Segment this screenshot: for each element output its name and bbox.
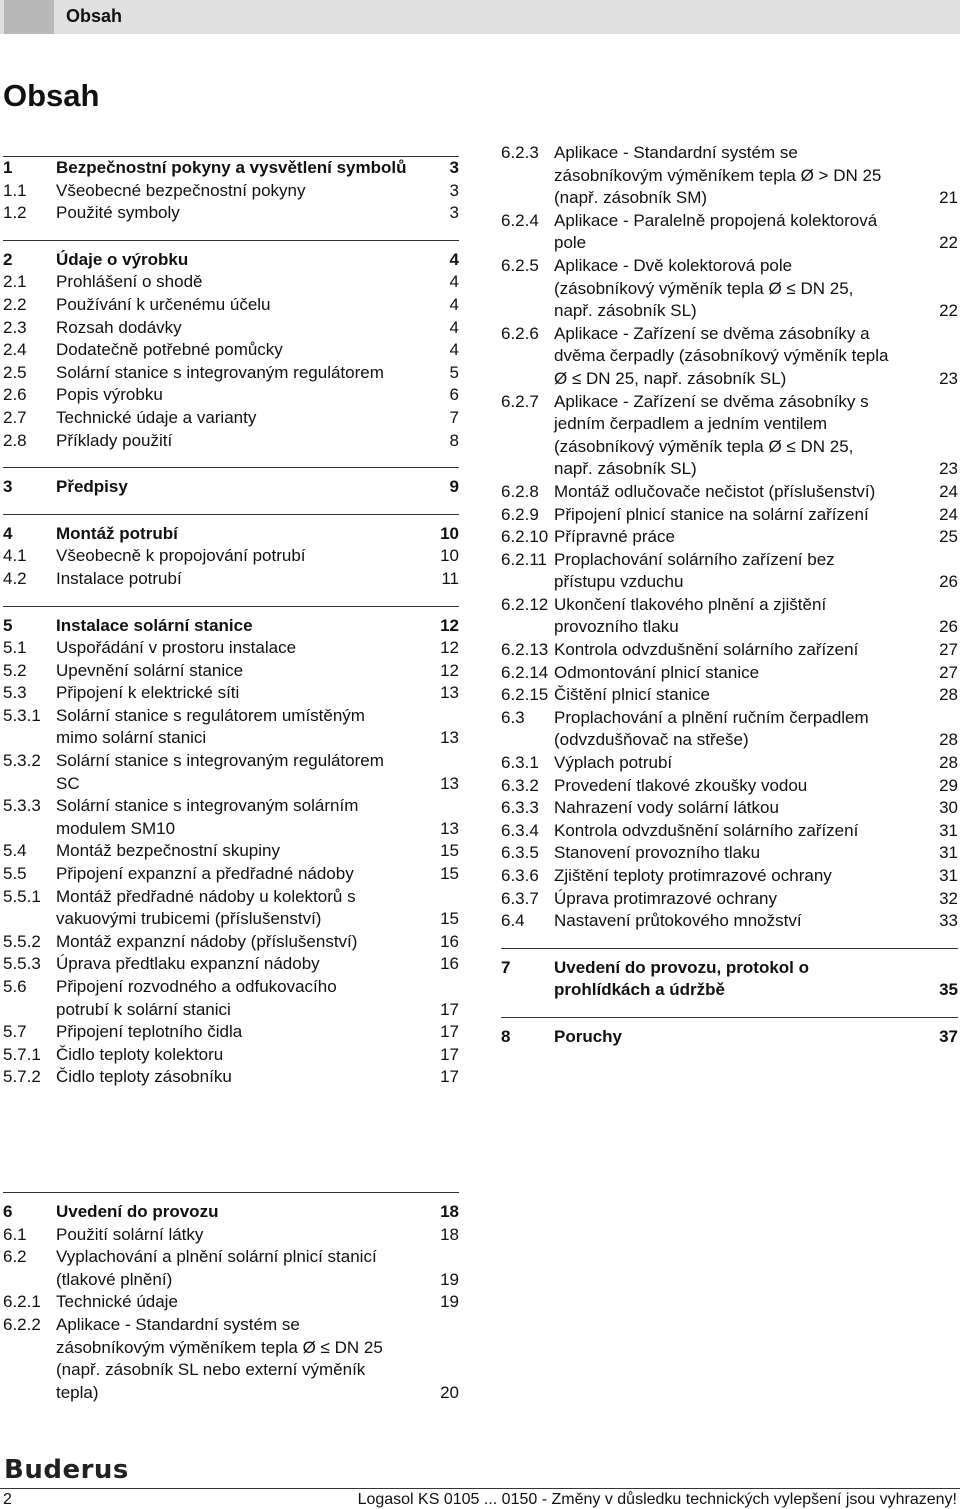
toc-entry-title: Používání k určenému účelu xyxy=(56,294,271,314)
toc-entry-number: 6.2.2 xyxy=(3,1314,41,1334)
toc-entry-title: Stanovení provozního tlaku xyxy=(554,843,761,863)
toc-entry[interactable] xyxy=(3,240,459,272)
toc-entry-title: Nahrazení vody solární látkou xyxy=(554,798,779,818)
toc-entry-page: 10 xyxy=(440,546,459,566)
toc-entry-title: Připojení rozvodného a odfukovacího potrubí k solární stanici xyxy=(56,977,337,1019)
toc-entry-page: 17 xyxy=(440,1067,459,1087)
header-color-block xyxy=(4,0,54,34)
toc-entry-page: 28 xyxy=(939,685,958,705)
toc-entry[interactable] xyxy=(3,545,459,568)
toc-entry-page: 19 xyxy=(440,1292,459,1312)
toc-entry-page: 28 xyxy=(939,753,958,773)
toc-entry[interactable] xyxy=(501,639,958,662)
toc-entry[interactable] xyxy=(501,391,958,481)
toc-entry-page: 3 xyxy=(449,158,459,177)
toc-entry[interactable] xyxy=(501,1017,958,1049)
toc-entry[interactable] xyxy=(3,1021,459,1044)
toc-entry[interactable] xyxy=(501,481,958,504)
toc-entry[interactable] xyxy=(501,707,958,752)
toc-entry-page: 23 xyxy=(939,459,958,479)
toc-entry-title: Připojení teplotního čidla xyxy=(56,1022,243,1042)
toc-entry-page: 32 xyxy=(939,888,958,908)
toc-entry-title: Montáž předřadné nádoby u kolektorů s vakuovými trubicemi (příslušenství) xyxy=(56,886,356,929)
toc-entry-number: 5.3.3 xyxy=(3,796,41,816)
toc-entry-title: Čidlo teploty zásobníku xyxy=(56,1067,232,1087)
toc-entry-title: Solární stanice s integrovaným regulátorem SC xyxy=(56,751,384,793)
toc-entry[interactable] xyxy=(3,430,459,453)
toc-entry-page: 4 xyxy=(449,340,459,360)
toc-entry-number: 4.1 xyxy=(3,546,27,566)
toc-entry-page: 9 xyxy=(449,477,459,497)
toc-entry[interactable] xyxy=(3,886,459,931)
toc-entry-title: Instalace solární stanice xyxy=(56,615,253,635)
toc-entry-page: 22 xyxy=(939,233,958,253)
toc-entry[interactable] xyxy=(501,504,958,527)
toc-entry-number: 5.1 xyxy=(3,638,27,658)
toc-entry-title: Solární stanice s integrovaným regulátorem xyxy=(56,362,384,382)
toc-entry-page: 17 xyxy=(440,1022,459,1042)
toc-entry-title: Aplikace - Dvě kolektorová pole (zásobníkový výměník tepla Ø ≤ DN 25, např. zásobník SL) xyxy=(554,255,854,321)
toc-entry[interactable] xyxy=(3,1314,459,1404)
toc-entry[interactable] xyxy=(501,797,958,820)
toc-entry-page: 21 xyxy=(939,188,958,208)
toc-entry-title: Solární stanice s integrovaným solárním modulem SM10 xyxy=(56,796,359,838)
toc-entry-title: Montáž odlučovače nečistot (příslušenství) xyxy=(554,481,876,501)
toc-entry-page: 19 xyxy=(440,1269,459,1289)
toc-entry-title: Zjištění teploty protimrazové ochrany xyxy=(554,866,832,885)
toc-entry-page: 30 xyxy=(939,798,958,818)
toc-entry-page: 3 xyxy=(449,180,459,200)
toc-entry-title: Uspořádání v prostoru instalace xyxy=(56,638,297,658)
toc-entry-number: 6 xyxy=(3,1202,13,1221)
toc-entry[interactable] xyxy=(3,1224,459,1247)
toc-entry-number: 6.2.11 xyxy=(501,549,548,569)
toc-right-column xyxy=(501,142,958,1049)
toc-entry-page: 11 xyxy=(441,568,459,588)
toc-entry-number: 6.3.2 xyxy=(501,775,539,795)
toc-entry[interactable] xyxy=(3,705,459,750)
toc-entry-page: 16 xyxy=(440,954,459,974)
toc-entry-number: 2.5 xyxy=(3,362,27,382)
toc-entry-number: 6.3.5 xyxy=(501,843,539,863)
toc-entry[interactable] xyxy=(501,526,958,549)
toc-entry-page: 13 xyxy=(440,818,459,838)
toc-entry[interactable] xyxy=(501,549,958,594)
toc-entry[interactable] xyxy=(501,323,958,391)
toc-entry-page: 4 xyxy=(449,317,459,337)
toc-entry-number: 6.2.6 xyxy=(501,323,539,343)
toc-entry-number: 5.5.2 xyxy=(3,931,41,951)
toc-entry[interactable] xyxy=(3,953,459,976)
toc-entry[interactable] xyxy=(501,910,958,933)
toc-entry[interactable] xyxy=(3,1192,459,1224)
toc-entry-number: 6.2.13 xyxy=(501,640,549,660)
toc-entry[interactable] xyxy=(3,362,459,385)
toc-entry-title: Montáž potrubí xyxy=(56,523,178,543)
toc-entry-number: 2 xyxy=(3,249,13,269)
toc-entry-number: 6.2.9 xyxy=(501,504,539,524)
toc-entry-number: 2.4 xyxy=(3,340,27,360)
toc-entry[interactable] xyxy=(3,1044,459,1067)
toc-entry-title: Provedení tlakové zkoušky vodou xyxy=(554,775,808,795)
toc-entry-number: 6.2.15 xyxy=(501,685,549,705)
toc-bottom-column xyxy=(3,1192,459,1404)
toc-entry-number: 2.6 xyxy=(3,385,27,405)
toc-entry-title: Aplikace - Paralelně propojená kolektorová pole xyxy=(554,210,878,253)
toc-entry-title: Použité symboly xyxy=(56,203,180,223)
toc-entry-title: Údaje o výrobku xyxy=(56,249,189,269)
toc-entry-number: 5.2 xyxy=(3,660,27,680)
toc-entry[interactable] xyxy=(3,637,459,660)
toc-entry-title: Předpisy xyxy=(56,477,128,497)
toc-entry[interactable] xyxy=(3,202,459,225)
toc-entry[interactable] xyxy=(3,682,459,705)
toc-entry-title: Ukončení tlakového plnění a zjištění provozního tlaku xyxy=(554,594,827,637)
toc-entry-title: Příklady použití xyxy=(56,430,173,450)
toc-entry-title: Čidlo teploty kolektoru xyxy=(56,1044,224,1064)
toc-entry-number: 5.5.3 xyxy=(3,954,41,974)
toc-entry-title: Technické údaje xyxy=(56,1292,178,1312)
page-title: Obsah xyxy=(3,78,100,113)
toc-entry-page: 15 xyxy=(440,864,459,884)
toc-entry-number: 2.1 xyxy=(3,272,27,292)
toc-entry-title: Připojení k elektrické síti xyxy=(56,683,240,703)
footer-divider xyxy=(0,1488,960,1489)
toc-entry-page: 12 xyxy=(440,615,459,635)
toc-entry[interactable] xyxy=(3,568,459,591)
toc-entry-page: 27 xyxy=(939,640,958,660)
toc-entry-page: 10 xyxy=(440,523,459,543)
toc-entry-page: 15 xyxy=(440,909,459,929)
toc-entry-title: Připojení plnicí stanice na solární zařízení xyxy=(554,504,869,524)
toc-entry-number: 5.7.2 xyxy=(3,1067,41,1087)
toc-entry[interactable] xyxy=(3,1291,459,1314)
toc-entry-number: 6.3.3 xyxy=(501,798,539,818)
toc-entry-number: 3 xyxy=(3,477,13,497)
toc-left-column xyxy=(3,156,459,1089)
toc-entry-page: 4 xyxy=(449,272,459,292)
toc-entry-number: 6.4 xyxy=(501,911,525,931)
toc-entry-page: 20 xyxy=(440,1382,459,1402)
toc-entry-number: 5 xyxy=(3,615,13,635)
toc-entry-page: 8 xyxy=(449,430,459,450)
toc-entry-number: 4.2 xyxy=(3,568,27,588)
toc-entry-page: 26 xyxy=(939,572,958,592)
toc-entry-number: 7 xyxy=(501,957,511,977)
toc-entry-number: 5.6 xyxy=(3,977,27,996)
toc-entry-title: Proplachování a plnění ručním čerpadlem (odvzdušňovač na střeše) xyxy=(554,707,869,750)
toc-entry[interactable] xyxy=(3,407,459,430)
toc-entry-title: Výplach potrubí xyxy=(554,753,673,773)
toc-entry-title: Upevnění solární stanice xyxy=(56,660,244,680)
toc-entry-number: 1.1 xyxy=(3,180,27,200)
toc-entry-title: Připojení expanzní a předřadné nádoby xyxy=(56,864,354,884)
toc-entry-title: Uvedení do provozu, protokol o prohlídkách a údržbě xyxy=(554,957,809,1000)
toc-entry-title: Přípravné práce xyxy=(554,527,675,547)
toc-entry[interactable] xyxy=(3,271,459,294)
toc-entry-page: 15 xyxy=(440,841,459,861)
toc-entry-number: 6.2.7 xyxy=(501,391,539,411)
toc-entry[interactable] xyxy=(3,840,459,863)
toc-entry-page: 23 xyxy=(939,368,958,388)
toc-entry-number: 6.3.1 xyxy=(501,753,539,773)
toc-entry-number: 6.2.12 xyxy=(501,594,549,614)
toc-entry-number: 5.5.1 xyxy=(3,886,41,906)
toc-entry-page: 13 xyxy=(440,683,459,703)
toc-entry[interactable] xyxy=(3,1246,459,1291)
toc-entry-page: 7 xyxy=(449,407,459,427)
toc-entry-page: 33 xyxy=(939,911,958,931)
toc-entry[interactable] xyxy=(3,606,459,638)
toc-entry-title: Všeobecné bezpečnostní pokyny xyxy=(56,180,306,200)
toc-entry-title: Aplikace - Zařízení se dvěma zásobníky s jedním čerpadlem a jedním ventilem (zásobníkový výměník tepla Ø ≤ DN 25, např. zásobník SL) xyxy=(554,391,869,479)
toc-entry-title: Rozsah dodávky xyxy=(56,317,182,337)
toc-entry-title: Vyplachování a plnění solární plnicí stanicí (tlakové plnění) xyxy=(56,1247,377,1289)
header-bar xyxy=(0,0,960,34)
toc-entry[interactable] xyxy=(3,180,459,203)
toc-entry-title: Uvedení do provozu xyxy=(56,1202,219,1221)
toc-entry[interactable] xyxy=(501,842,958,865)
toc-entry-number: 6.1 xyxy=(3,1224,27,1244)
toc-entry-page: 18 xyxy=(440,1224,459,1244)
toc-entry-number: 6.2.8 xyxy=(501,481,539,501)
toc-entry-number: 6.2.10 xyxy=(501,527,549,547)
toc-entry-page: 24 xyxy=(939,481,958,501)
toc-entry[interactable] xyxy=(3,795,459,840)
toc-entry[interactable] xyxy=(501,948,958,1002)
toc-entry-title: Montáž bezpečnostní skupiny xyxy=(56,841,280,861)
toc-entry-title: Technické údaje a varianty xyxy=(56,407,257,427)
toc-entry[interactable] xyxy=(3,660,459,683)
toc-entry-page: 24 xyxy=(939,504,958,524)
toc-entry-number: 5.7.1 xyxy=(3,1044,41,1064)
toc-entry-title: Kontrola odvzdušnění solárního zařízení xyxy=(554,820,859,840)
toc-entry[interactable] xyxy=(3,514,459,546)
toc-entry-page: 6 xyxy=(449,385,459,405)
toc-entry-page: 18 xyxy=(440,1202,459,1221)
toc-entry-number: 2.8 xyxy=(3,430,27,450)
toc-entry-title: Čištění plnicí stanice xyxy=(554,685,710,705)
toc-entry-number: 6.2.5 xyxy=(501,255,539,275)
toc-entry-title: Odmontování plnicí stanice xyxy=(554,662,760,682)
toc-entry-title: Bezpečnostní pokyny a vysvětlení symbolů xyxy=(56,158,407,177)
toc-entry-page: 29 xyxy=(939,775,958,795)
toc-entry[interactable] xyxy=(501,210,958,255)
toc-entry-page: 4 xyxy=(449,249,459,269)
toc-entry-page: 26 xyxy=(939,617,958,637)
toc-entry-number: 5.4 xyxy=(3,841,27,861)
toc-entry-number: 5.7 xyxy=(3,1022,27,1042)
toc-entry[interactable] xyxy=(3,339,459,362)
toc-entry-title: Všeobecně k propojování potrubí xyxy=(56,546,306,566)
toc-entry-page: 31 xyxy=(939,866,958,885)
page-number: 2 xyxy=(3,1491,12,1508)
toc-entry-number: 1.2 xyxy=(3,203,27,223)
footer-note: Logasol KS 0105 ... 0150 - Změny v důsledku technických vylepšení jsou vyhrazeny! xyxy=(357,1491,957,1508)
toc-entry-number: 8 xyxy=(501,1026,511,1046)
toc-entry-number: 6.3.4 xyxy=(501,820,539,840)
toc-entry-title: Dodatečně potřebné pomůcky xyxy=(56,340,283,360)
toc-entry-number: 6.3.7 xyxy=(501,888,539,908)
buderus-logo: Buderus xyxy=(4,1455,129,1485)
toc-entry-number: 6.2.14 xyxy=(501,662,549,682)
toc-entry[interactable] xyxy=(501,142,958,210)
toc-entry-page: 4 xyxy=(449,294,459,314)
toc-entry-number: 1 xyxy=(3,158,13,177)
toc-entry-page: 35 xyxy=(939,980,958,1000)
toc-entry[interactable] xyxy=(501,888,958,911)
toc-entry-page: 17 xyxy=(440,1044,459,1064)
toc-entry-page: 31 xyxy=(939,820,958,840)
toc-entry-title: Solární stanice s regulátorem umístěným mimo solární stanici xyxy=(56,705,365,748)
toc-entry[interactable] xyxy=(3,750,459,795)
toc-entry[interactable] xyxy=(501,594,958,639)
toc-entry-number: 5.3.1 xyxy=(3,705,41,725)
toc-entry-title: Prohlášení o shodě xyxy=(56,272,203,292)
toc-entry-page: 13 xyxy=(440,728,459,748)
toc-entry-title: Montáž expanzní nádoby (příslušenství) xyxy=(56,931,358,951)
toc-entry-number: 2.2 xyxy=(3,294,27,314)
toc-entry-number: 5.3.2 xyxy=(3,751,41,771)
toc-entry-number: 6.2.1 xyxy=(3,1292,41,1312)
toc-entry-page: 12 xyxy=(440,660,459,680)
toc-entry-title: Použití solární látky xyxy=(56,1224,204,1244)
toc-entry[interactable] xyxy=(3,467,459,499)
toc-entry-title: Aplikace - Standardní systém se zásobníkovým výměníkem tepla Ø ≤ DN 25 (např. zásobník SL nebo externí výměník tepla) xyxy=(56,1314,383,1402)
toc-entry[interactable] xyxy=(3,1066,459,1089)
toc-entry[interactable] xyxy=(3,294,459,317)
toc-entry-number: 5.5 xyxy=(3,864,27,884)
toc-entry-page: 16 xyxy=(440,931,459,951)
toc-entry-number: 5.3 xyxy=(3,683,27,703)
toc-entry[interactable] xyxy=(501,662,958,685)
toc-entry-number: 2.7 xyxy=(3,407,27,427)
toc-entry[interactable] xyxy=(501,255,958,323)
toc-entry-title: Aplikace - Zařízení se dvěma zásobníky a dvěma čerpadly (zásobníkový výměník tepla Ø ≤ DN 25, např. zásobník SL) xyxy=(554,323,889,388)
toc-entry-page: 28 xyxy=(939,730,958,750)
toc-entry-title: Úprava protimrazové ochrany xyxy=(554,888,777,908)
toc-entry-page: 22 xyxy=(939,301,958,321)
toc-entry-title: Nastavení průtokového množství xyxy=(554,911,802,931)
toc-entry-page: 3 xyxy=(449,203,459,223)
toc-entry[interactable] xyxy=(501,865,958,888)
toc-entry-title: Poruchy xyxy=(554,1026,623,1046)
toc-entry-title: Kontrola odvzdušnění solárního zařízení xyxy=(554,640,859,660)
toc-entry-page: 13 xyxy=(440,773,459,793)
toc-entry[interactable] xyxy=(3,317,459,340)
toc-entry-title: Aplikace - Standardní systém se zásobníkovým výměníkem tepla Ø > DN 25 (např. zásobník SM) xyxy=(554,143,882,208)
toc-entry-page: 25 xyxy=(939,527,958,547)
toc-entry[interactable] xyxy=(501,752,958,775)
toc-entry-number: 6.2.3 xyxy=(501,143,539,162)
toc-entry-number: 6.2 xyxy=(3,1247,27,1267)
header-title: Obsah xyxy=(66,6,123,26)
toc-entry-number: 6.3 xyxy=(501,707,525,727)
toc-entry[interactable] xyxy=(3,976,459,1021)
toc-entry-number: 6.2.4 xyxy=(501,210,539,230)
toc-entry-page: 31 xyxy=(939,843,958,863)
toc-entry-title: Popis výrobku xyxy=(56,385,163,405)
toc-entry-page: 12 xyxy=(440,638,459,658)
toc-entry[interactable] xyxy=(3,863,459,886)
toc-entry[interactable] xyxy=(3,931,459,954)
toc-entry-page: 27 xyxy=(939,662,958,682)
toc-entry[interactable] xyxy=(3,384,459,407)
toc-entry-number: 2.3 xyxy=(3,317,27,337)
toc-entry[interactable] xyxy=(501,820,958,843)
toc-entry-title: Proplachování solárního zařízení bez přístupu vzduchu xyxy=(554,549,835,592)
toc-entry-number: 4 xyxy=(3,523,13,543)
toc-entry-page: 5 xyxy=(449,362,459,382)
toc-entry[interactable] xyxy=(501,775,958,798)
toc-entry-page: 17 xyxy=(440,999,459,1019)
toc-entry-number: 6.3.6 xyxy=(501,866,539,885)
toc-entry-title: Instalace potrubí xyxy=(56,568,182,588)
toc-entry[interactable] xyxy=(501,684,958,707)
toc-entry[interactable] xyxy=(3,156,459,180)
toc-entry-title: Úprava předtlaku expanzní nádoby xyxy=(56,954,320,974)
toc-entry-page: 37 xyxy=(939,1026,958,1046)
